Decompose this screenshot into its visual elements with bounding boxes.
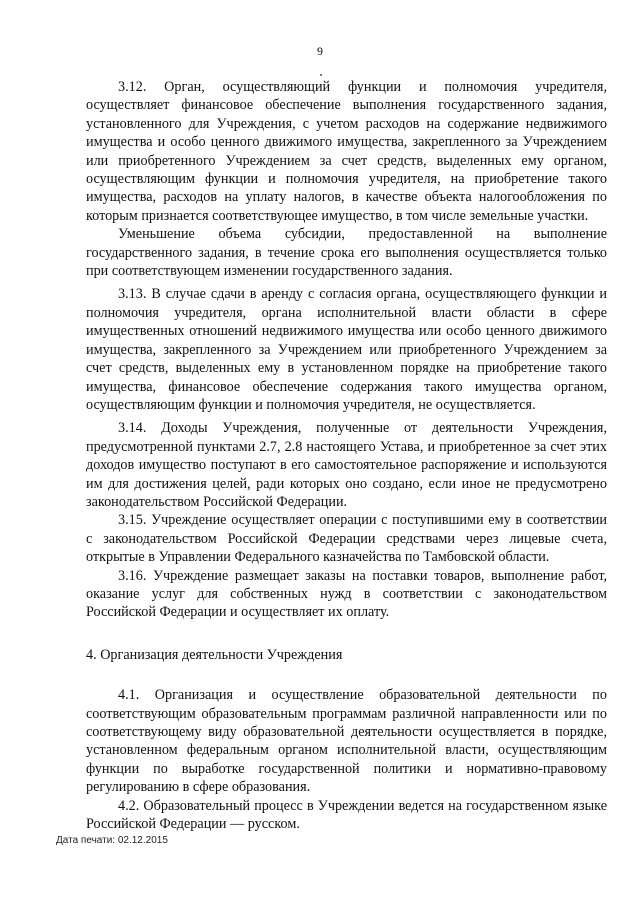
- paragraph-3-13: 3.13. В случае сдачи в аренду с согласия органа, осуществляющего функции и полномочия учредителя, органа исполнительной власти области в сфере имущественных отношений недвижимого имущества или особо ценного движимого имущества, закрепленного за Учреждением или приобретенного Учреждением за счет средств, выделенных ему в установленном порядке на приобретение такого имущества, финансовое обеспечение содержания такого имущества органом, осуществляющим функции и полномочия учредителя, не осуществляется.: [86, 286, 607, 413]
- page-number: 9: [317, 44, 323, 58]
- paragraph-3-16: 3.16. Учреждение размещает заказы на поставки товаров, выполнение работ, оказание услуг для собственных нужд в соответствии с законодательством Российской Федерации и осуществляет их оплату.: [86, 567, 607, 621]
- paragraph-3-12-subsidy: Уменьшение объема субсидии, предоставленной на выполнение государственного задания, в течение срока его выполнения осуществляется только при соответствующем изменении государственного задания.: [86, 226, 607, 280]
- section-4-heading: 4. Организация деятельности Учреждения: [86, 646, 343, 663]
- print-date-footer: Дата печати: 02.12.2015: [56, 835, 168, 846]
- scan-dot: [320, 74, 322, 76]
- document-body: [86, 78, 607, 833]
- paragraph-4-1: 4.1. Организация и осуществление образовательной деятельности по соответствующим образовательным программам различной направленности или по соответствующему виду образовательной деятельности осуществляется в порядке, установленном федеральным органом исполнительной власти, осуществляющим функции по выработке государственной политики и нормативно-правовому регулированию в сфере образования.: [86, 687, 607, 796]
- paragraph-3-12: 3.12. Орган, осуществляющий функции и полномочия учредителя, осуществляет финансовое обеспечение выполнения государственного задания, установленного для Учреждения, с учетом расходов на содержание недвижимого имущества и особо ценного движимого имущества, закрепленного за Учреждением или приобретенного Учреждением за счет средств, выделенных ему органом, осуществляющим функции и полномочия учредителя, на приобретение такого имущества, расходов на уплату налогов, в качестве объекта налогообложения по которым признается соответствующее имущество, в том числе земельные участки.: [86, 79, 607, 224]
- paragraph-4-2: 4.2. Образовательный процесс в Учреждении ведется на государственном языке Российской Федерации — русском.: [86, 797, 607, 833]
- paragraph-3-14: 3.14. Доходы Учреждения, полученные от деятельности Учреждения, предусмотренной пунктами 2.7, 2.8 настоящего Устава, и приобретенное за счет этих доходов имущество поступают в его самостоятельное распоряжение и используются им для достижения целей, ради которых оно создано, если иное не предусмотрено законодательством Российской Федерации.: [86, 420, 607, 510]
- paragraph-3-15: 3.15. Учреждение осуществляет операции с поступившими ему в соответствии с законодательством Российской Федерации средствами через лицевые счета, открытые в Управлении Федерального казначейства по Тамбовской области.: [86, 512, 607, 566]
